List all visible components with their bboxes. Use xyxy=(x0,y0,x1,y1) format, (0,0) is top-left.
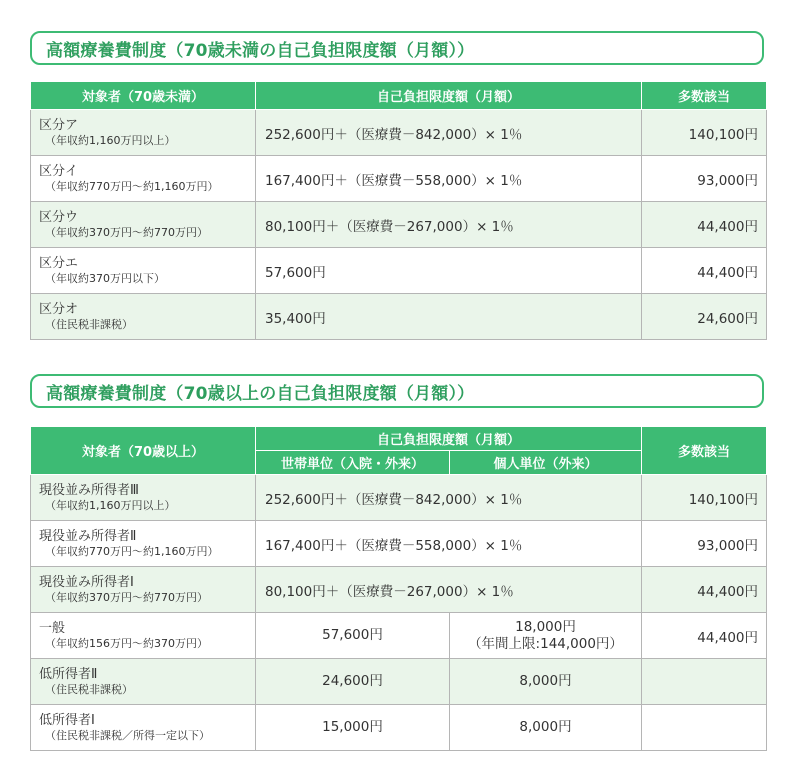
header-row xyxy=(31,82,767,110)
category-cell xyxy=(31,613,256,659)
limit-formula: 167,400円＋（医療費－558,000）× 1％ xyxy=(256,521,642,567)
table-row xyxy=(31,156,767,202)
header-row xyxy=(31,427,767,451)
income-note: （年収約770万円〜約1,160万円） xyxy=(45,179,219,193)
income-note: （住民税非課税） xyxy=(45,682,133,696)
individual-value: 18,000円 xyxy=(515,618,576,635)
category-cell xyxy=(31,156,256,202)
category-cell xyxy=(31,294,256,340)
section1-title: 高額療養費制度（70歳未満の自己負担限度額（月額）） xyxy=(30,31,764,65)
many-value xyxy=(642,705,767,751)
individual-value: 8,000円 xyxy=(450,705,642,751)
annual-cap-note: （年間上限:144,000円） xyxy=(468,635,623,652)
many-value: 44,400円 xyxy=(642,567,767,613)
many-value xyxy=(642,659,767,705)
over70-table xyxy=(30,426,767,751)
table-row xyxy=(31,294,767,340)
many-value: 44,400円 xyxy=(642,202,767,248)
income-note: （年収約770万円〜約1,160万円） xyxy=(45,544,219,558)
header-many: 多数該当 xyxy=(642,82,767,110)
header-individual: 個人単位（外来） xyxy=(450,451,642,475)
many-value: 44,400円 xyxy=(642,248,767,294)
header-limit: 自己負担限度額（月額） xyxy=(256,82,642,110)
category-label: 一般 xyxy=(39,620,66,636)
income-note: （住民税非課税／所得一定以下） xyxy=(45,728,210,742)
table-row xyxy=(31,613,767,659)
table-row xyxy=(31,705,767,751)
category-cell xyxy=(31,248,256,294)
many-value: 93,000円 xyxy=(642,156,767,202)
category-label: 区分オ xyxy=(39,301,79,317)
table-row xyxy=(31,521,767,567)
table-row xyxy=(31,202,767,248)
header-target: 対象者（70歳未満） xyxy=(31,82,256,110)
category-label: 現役並み所得者Ⅰ xyxy=(39,574,134,590)
income-note: （年収約370万円以下） xyxy=(45,271,165,285)
table-row xyxy=(31,659,767,705)
many-value: 93,000円 xyxy=(642,521,767,567)
many-value: 140,100円 xyxy=(642,110,767,156)
category-cell xyxy=(31,521,256,567)
header-limit: 自己負担限度額（月額） xyxy=(256,427,642,451)
table-row xyxy=(31,475,767,521)
many-value: 44,400円 xyxy=(642,613,767,659)
header-household: 世帯単位（入院・外来） xyxy=(256,451,450,475)
under70-table xyxy=(30,81,767,340)
limit-formula: 167,400円＋（医療費－558,000）× 1％ xyxy=(256,156,642,202)
header-many: 多数該当 xyxy=(642,427,767,475)
table-row xyxy=(31,567,767,613)
household-value: 57,600円 xyxy=(256,613,450,659)
category-label: 現役並み所得者Ⅱ xyxy=(39,528,137,544)
category-label: 低所得者Ⅰ xyxy=(39,712,95,728)
category-label: 現役並み所得者Ⅲ xyxy=(39,482,139,498)
limit-formula: 252,600円＋（医療費－842,000）× 1％ xyxy=(256,110,642,156)
category-cell xyxy=(31,567,256,613)
income-note: （年収約1,160万円以上） xyxy=(45,498,176,512)
income-note: （年収約370万円〜約770万円） xyxy=(45,225,208,239)
individual-value: 8,000円 xyxy=(450,659,642,705)
category-label: 低所得者Ⅱ xyxy=(39,666,98,682)
category-cell xyxy=(31,659,256,705)
household-value: 24,600円 xyxy=(256,659,450,705)
section2-title: 高額療養費制度（70歳以上の自己負担限度額（月額）） xyxy=(30,374,764,408)
category-cell xyxy=(31,202,256,248)
many-value: 24,600円 xyxy=(642,294,767,340)
category-label: 区分ウ xyxy=(39,209,79,225)
limit-formula: 57,600円 xyxy=(256,248,642,294)
limit-formula: 35,400円 xyxy=(256,294,642,340)
table-row xyxy=(31,110,767,156)
category-cell xyxy=(31,705,256,751)
limit-formula: 80,100円＋（医療費－267,000）× 1％ xyxy=(256,202,642,248)
limit-formula: 80,100円＋（医療費－267,000）× 1％ xyxy=(256,567,642,613)
category-label: 区分エ xyxy=(39,255,79,271)
income-note: （住民税非課税） xyxy=(45,317,133,331)
individual-cell xyxy=(450,613,642,659)
category-cell xyxy=(31,110,256,156)
income-note: （年収約370万円〜約770万円） xyxy=(45,590,208,604)
limit-formula: 252,600円＋（医療費－842,000）× 1％ xyxy=(256,475,642,521)
income-note: （年収約1,160万円以上） xyxy=(45,133,176,147)
header-target: 対象者（70歳以上） xyxy=(31,427,256,475)
many-value: 140,100円 xyxy=(642,475,767,521)
table-row xyxy=(31,248,767,294)
category-label: 区分イ xyxy=(39,163,79,179)
category-label: 区分ア xyxy=(39,117,79,133)
household-value: 15,000円 xyxy=(256,705,450,751)
income-note: （年収約156万円〜約370万円） xyxy=(45,636,208,650)
category-cell xyxy=(31,475,256,521)
